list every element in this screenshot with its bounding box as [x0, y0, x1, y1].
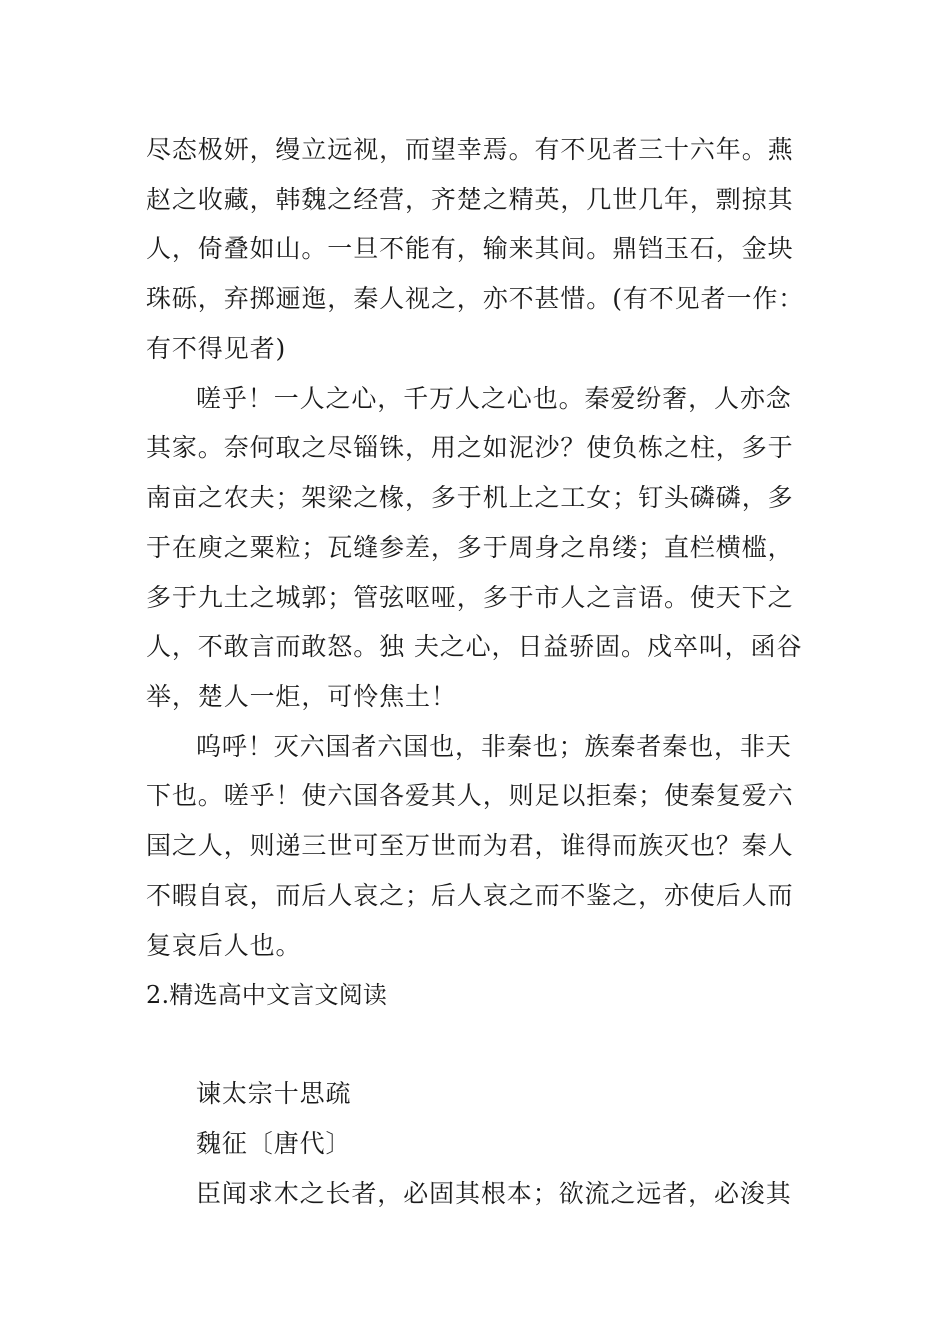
paragraph-start-line: 臣闻求木之长者，必固其根本；欲流之远者，必浚其 — [196, 1179, 792, 1208]
text-line: 有不得见者) — [146, 334, 287, 363]
paragraph-start-line: 嗟乎！一人之心，千万人之心也。秦爱纷奢，人亦念 — [196, 384, 792, 413]
text-line: 赵之收藏，韩魏之经营，齐楚之精英，几世几年，剽掠其 — [146, 185, 794, 214]
text-line: 人，不敢言而敢怒。独 夫之心，日益骄固。戍卒叫，函谷 — [146, 632, 803, 661]
text-line: 珠砾，弃掷逦迤，秦人视之，亦不甚惜。(有不见者一作： — [146, 284, 805, 313]
text-line: 举，楚人一炬，可怜焦土！ — [146, 682, 457, 711]
article-title: 谏太宗十思疏 — [196, 1079, 352, 1108]
text-line: 尽态极妍，缦立远视，而望幸焉。有不见者三十六年。燕 — [146, 135, 794, 164]
text-line: 人，倚叠如山。一旦不能有，输来其间。鼎铛玉石，金块 — [146, 234, 794, 263]
text-line: 复哀后人也。 — [146, 931, 302, 960]
text-line: 多于九土之城郭；管弦呕哑，多于市人之言语。使天下之 — [146, 583, 794, 612]
text-line: 下也。嗟乎！使六国各爱其人，则足以拒秦；使秦复爱六 — [146, 781, 794, 810]
section-heading: 2.精选高中文言文阅读 — [146, 981, 388, 1009]
text-line: 南亩之农夫；架梁之椽，多于机上之工女；钉头磷磷，多 — [146, 483, 794, 512]
paragraph-start-line: 呜呼！灭六国者六国也，非秦也；族秦者秦也，非天 — [196, 732, 792, 761]
article-author: 魏征〔唐代〕 — [196, 1129, 352, 1158]
text-line: 于在庾之粟粒；瓦缝参差，多于周身之帛缕；直栏横槛， — [146, 533, 794, 562]
text-line: 其家。奈何取之尽锱铢，用之如泥沙？使负栋之柱，多于 — [146, 433, 794, 462]
text-line: 不暇自哀，而后人哀之；后人哀之而不鉴之，亦使后人而 — [146, 881, 794, 910]
text-line: 国之人，则递三世可至万世而为君，谁得而族灭也？秦人 — [146, 831, 794, 860]
